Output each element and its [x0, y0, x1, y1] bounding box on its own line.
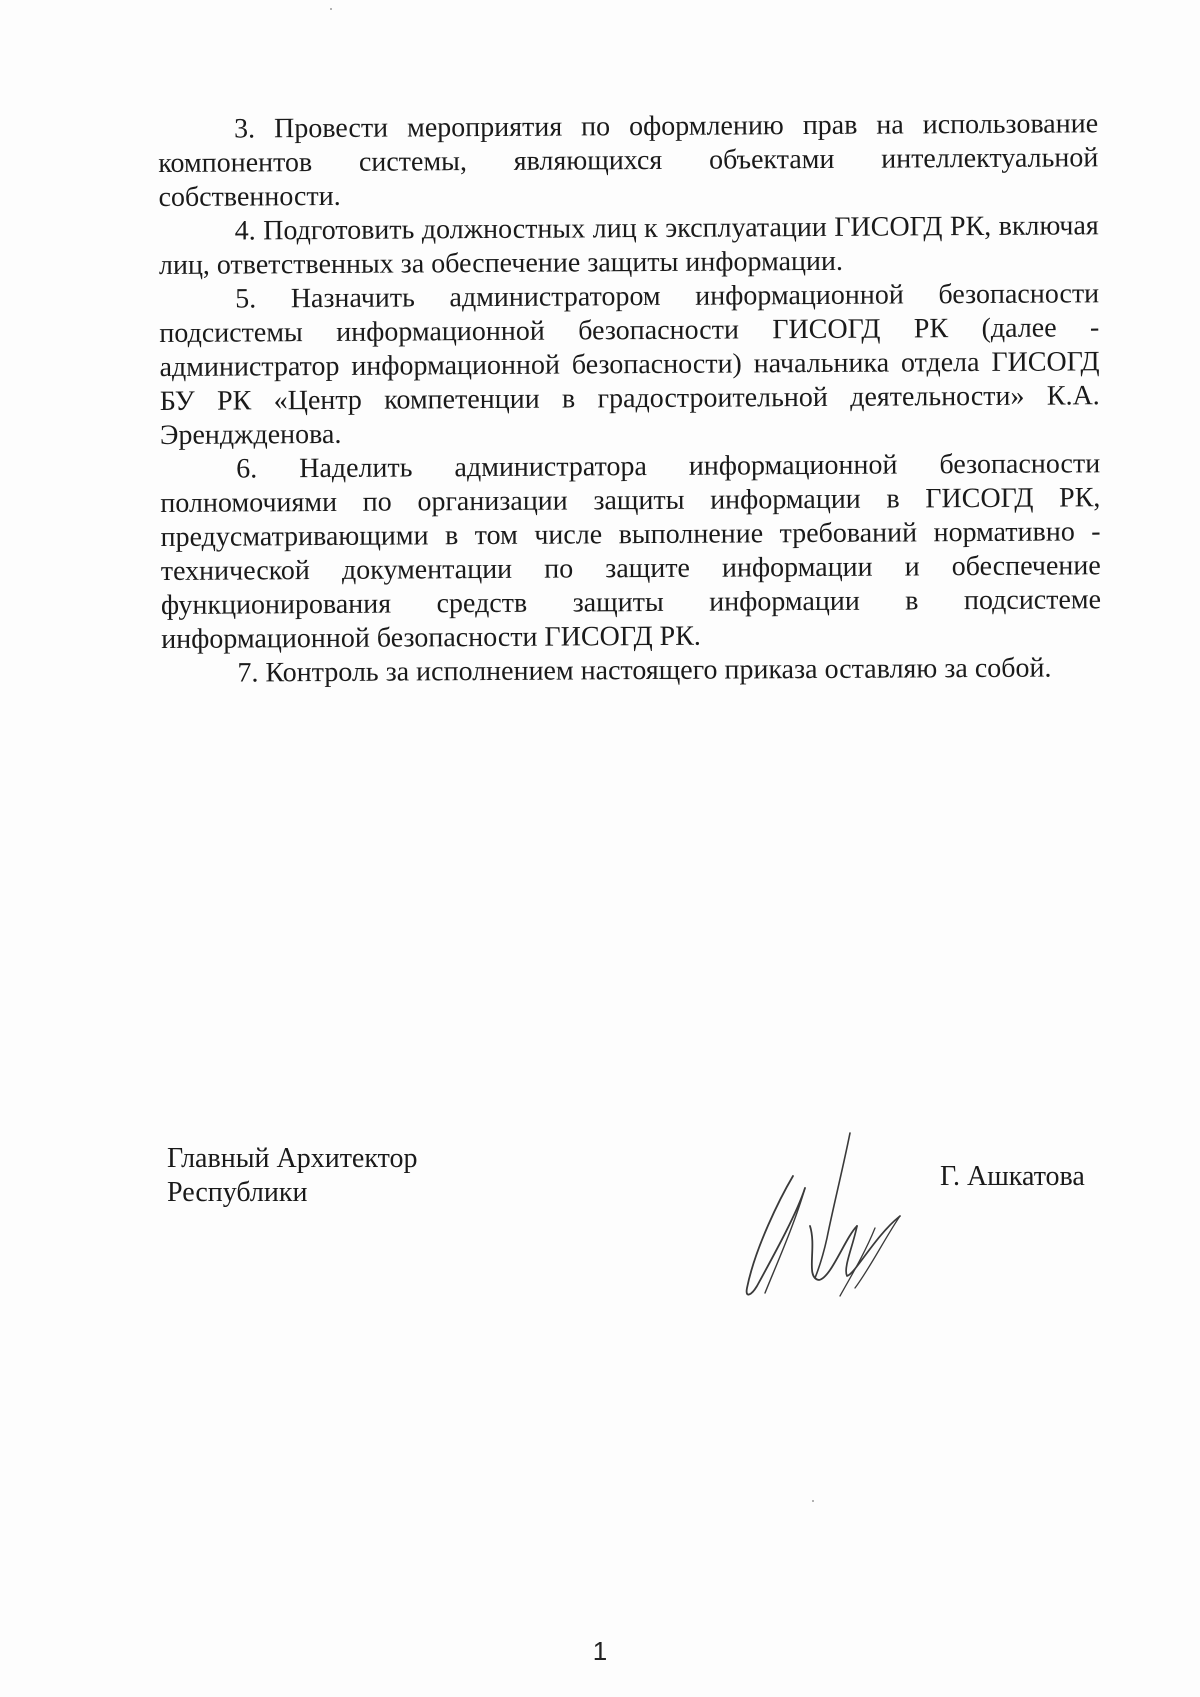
signatory-title-line-1: Главный Архитектор: [167, 1143, 418, 1174]
paragraph-6: 6. Наделить администратора информационной безопасности полномочиями по организации защиты информации в ГИСОГД РК, предусматривающими в том числе выполнение требований нормативно - технической документации по защите информации и обеспечение функционирования средств защиты информации в подсистеме информационной безопасности ГИСОГД РК.: [160, 448, 1102, 655]
paragraph-7: 7. Контроль за исполнением настоящего приказа оставляю за собой.: [237, 652, 1052, 689]
paragraph-3: 3. Провести мероприятия по оформлению прав на использование компонентов системы, являющихся объектами интеллектуальной собственности.: [158, 108, 1099, 213]
scan-speck: [330, 8, 332, 10]
signatory-title: [167, 1142, 417, 1210]
paragraph-4: 4. Подготовить должностных лиц к эксплуатации ГИСОГД РК, включая лиц, ответственных за обеспечение защиты информации.: [158, 210, 1099, 281]
paragraph-5: 5. Назначить администратором информационной безопасности подсистемы информационной безопасности ГИСОГД РК (далее - администратор информационной безопасности) начальника отдела ГИСОГД БУ РК «Центр компетенции в градостроительной деятельности» К.А. Эренджденова.: [159, 278, 1100, 451]
signatory-title-line-2: Республики: [167, 1177, 308, 1208]
handwritten-signature: [735, 1128, 925, 1303]
page-number: 1: [592, 1636, 608, 1666]
scan-speck: [812, 1500, 814, 1502]
document-body: [158, 107, 1102, 691]
signatory-name: Г. Ашкатова: [940, 1161, 1085, 1192]
